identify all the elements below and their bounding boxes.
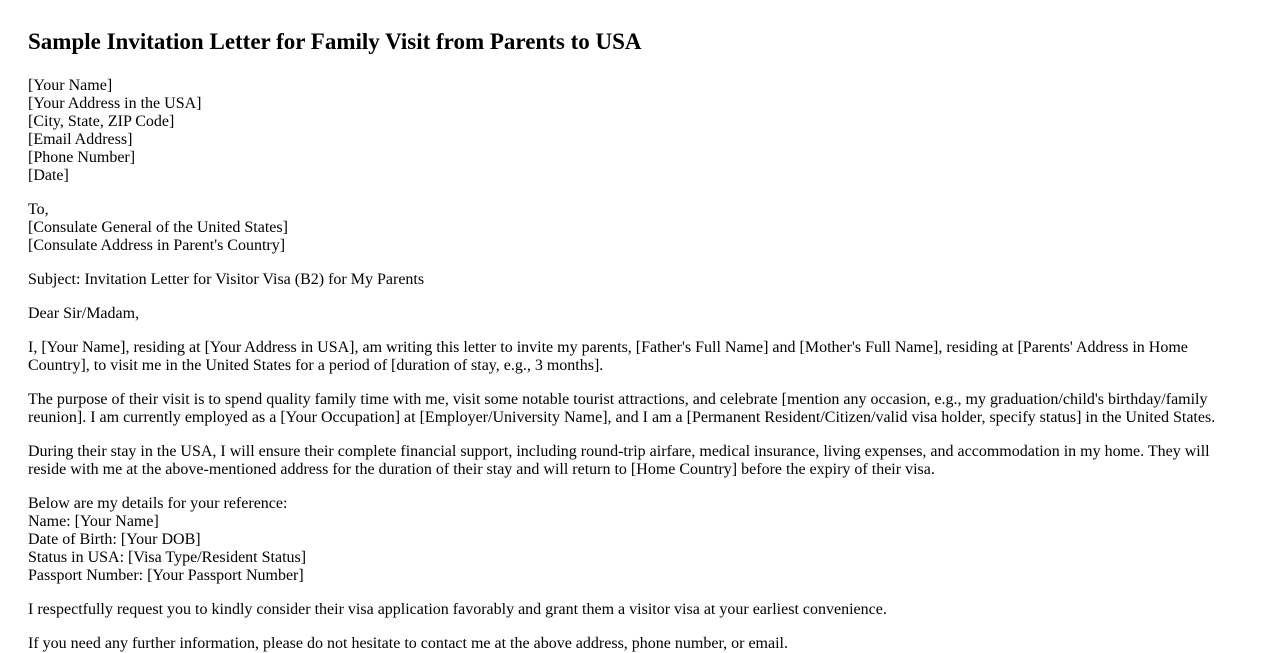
body-paragraph-introduction: I, [Your Name], residing at [Your Address in USA], am writing this letter to invite my parents, [Father's Full Name] and [Mother's Full Name], residing at [Parents' Address in Home Country], to visit me in the United States for a period of [duration of stay, e.g., 3 months]. (28, 339, 1188, 374)
salutation: Dear Sir/Madam, (28, 305, 140, 322)
recipient-consulate-line: [Consulate General of the United States] (28, 219, 288, 236)
sender-email-line: [Email Address] (28, 131, 133, 148)
details-dob-line: Date of Birth: [Your DOB] (28, 531, 201, 548)
details-intro-line: Below are my details for your reference: (28, 495, 288, 512)
host-details-block (28, 495, 1216, 585)
closing-request-paragraph: I respectfully request you to kindly consider their visa application favorably and grant them a visitor visa at your earliest convenience. (28, 601, 887, 618)
page-title: Sample Invitation Letter for Family Visit from Parents to USA (28, 29, 642, 54)
recipient-consulate-address-line: [Consulate Address in Parent's Country] (28, 237, 286, 254)
closing-contact-paragraph: If you need any further information, please do not hesitate to contact me at the above address, phone number, or email. (28, 635, 788, 652)
body-paragraph-purpose: The purpose of their visit is to spend quality family time with me, visit some notable tourist attractions, and celebrate [mention any occasion, e.g., my graduation/child's birthday/family reunion]. I am currently employed as a [Your Occupation] at [Employer/University Name], and I am a [Permanent Resident/Citizen/valid visa holder, specify status] in the United States. (28, 391, 1216, 426)
subject-line: Subject: Invitation Letter for Visitor Visa (B2) for My Parents (28, 271, 425, 288)
sender-city-line: [City, State, ZIP Code] (28, 113, 175, 130)
details-name-line: Name: [Your Name] (28, 513, 159, 530)
body-paragraph-support: During their stay in the USA, I will ensure their complete financial support, including round-trip airfare, medical insurance, living expenses, and accommodation in my home. They will reside with me at the above-mentioned address for the duration of their stay and will return to [Home Country] before the expiry of their visa. (28, 443, 1210, 478)
recipient-address-block (28, 201, 1216, 255)
sender-date-line: [Date] (28, 167, 69, 184)
recipient-to-line: To, (28, 201, 49, 218)
details-status-line: Status in USA: [Visa Type/Resident Status] (28, 549, 307, 566)
sender-address-block (28, 77, 1216, 185)
sender-phone-line: [Phone Number] (28, 149, 136, 166)
sender-name-line: [Your Name] (28, 77, 113, 94)
sender-address-line: [Your Address in the USA] (28, 95, 202, 112)
details-passport-line: Passport Number: [Your Passport Number] (28, 567, 304, 584)
